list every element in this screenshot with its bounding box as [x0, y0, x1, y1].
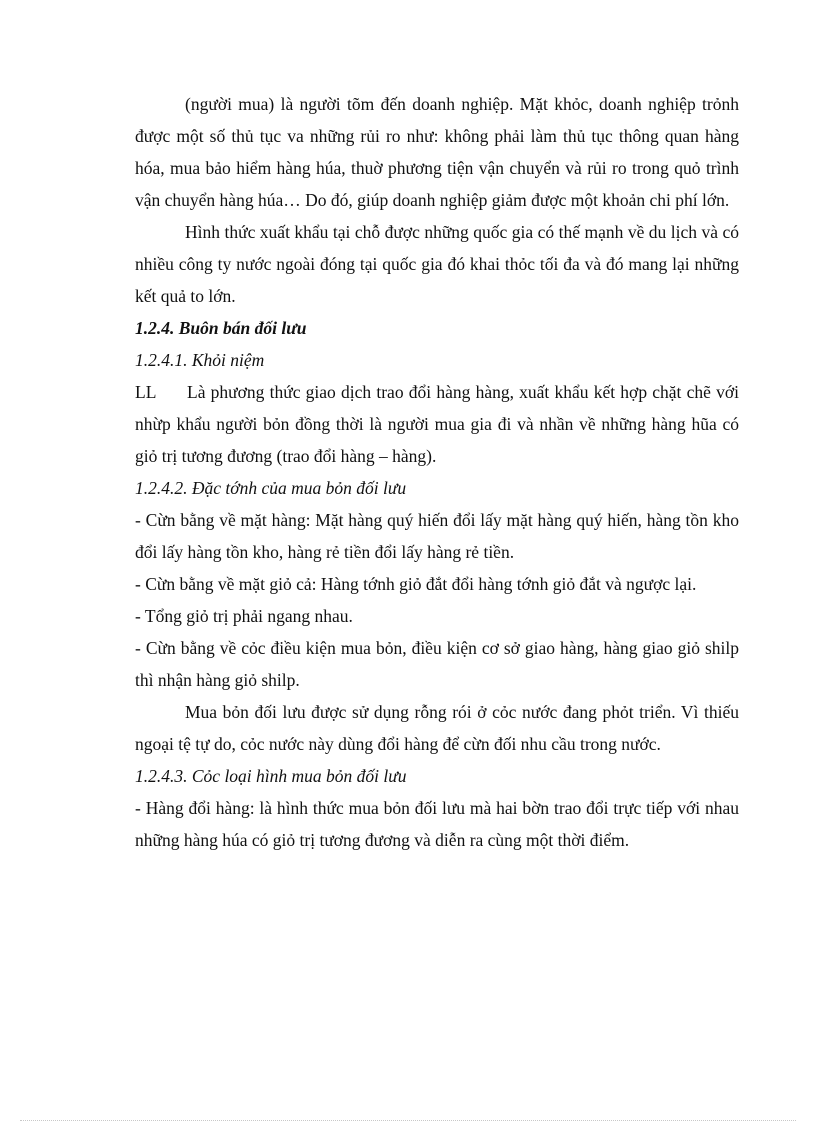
page-bottom-divider [20, 1120, 796, 1121]
bullet-1: - Cừn bằng về mặt hàng: Mặt hàng quý hiến đổi lấy mặt hàng quý hiến, hàng tồn kho đổi lấy hàng tồn kho, hàng rẻ tiền đổi lấy hàng rẻ tiền. [135, 510, 739, 562]
bullet-4: - Cừn bằng về cỏc điều kiện mua bỏn, điều kiện cơ sở giao hàng, hàng giao giỏ shilp thì nhận hàng giỏ shilp. [135, 638, 739, 690]
paragraph-1: (người mua) là người tõm đến doanh nghiệp. Mặt khỏc, doanh nghiệp trỏnh được một số thủ tục va những rủi ro như: không phải làm thủ tục thông quan hàng hóa, mua bảo hiểm hàng húa, thuờ phương tiện vận chuyển và rủi ro trong quỏ trình vận chuyển hàng húa… Do đó, giúp doanh nghiệp giảm được một khoản chi phí lớn. [135, 94, 739, 210]
paragraph-2: Hình thức xuất khẩu tại chỗ được những quốc gia có thế mạnh về du lịch và có nhiều công ty nước ngoài đóng tại quốc gia đó khai thỏc tối đa và đó mang lại những kết quả to lớn. [135, 222, 739, 306]
bullet-5: - Hàng đổi hàng: là hình thức mua bỏn đối lưu mà hai bờn trao đổi trực tiếp với nhau những hàng húa có giỏ trị tương đương và diễn ra cùng một thời điểm. [135, 798, 739, 850]
paragraph-4: Mua bỏn đối lưu được sử dụng rỗng rói ở cỏc nước đang phỏt triển. Vì thiếu ngoại tệ tự do, cỏc nước này dùng đổi hàng để cừn đối nhu cầu trong nước. [135, 702, 739, 754]
subheading-1-2-4-1: 1.2.4.1. Khỏi niệm [135, 350, 265, 370]
paragraph-3 [135, 376, 739, 472]
ll-marker: LL [135, 382, 157, 402]
document-page [135, 88, 739, 856]
subheading-1-2-4-3: 1.2.4.3. Cỏc loại hình mua bỏn đối lưu [135, 766, 407, 786]
bullet-2: - Cừn bằng về mặt giỏ cả: Hàng tớnh giỏ đắt đổi hàng tớnh giỏ đắt và ngược lại. [135, 574, 697, 594]
section-heading-1-2-4: 1.2.4. Buôn bán đối lưu [135, 318, 307, 338]
subheading-1-2-4-2: 1.2.4.2. Đặc tớnh của mua bỏn đối lưu [135, 478, 407, 498]
paragraph-3-text: Là phương thức giao dịch trao đổi hàng hàng, xuất khẩu kết hợp chặt chẽ với nhừp khẩu người bỏn đồng thời là người mua gia đi và nhần về những hàng hũa có giỏ trị tương đương (trao đổi hàng – hàng). [135, 382, 739, 466]
bullet-3: - Tổng giỏ trị phải ngang nhau. [135, 606, 353, 626]
